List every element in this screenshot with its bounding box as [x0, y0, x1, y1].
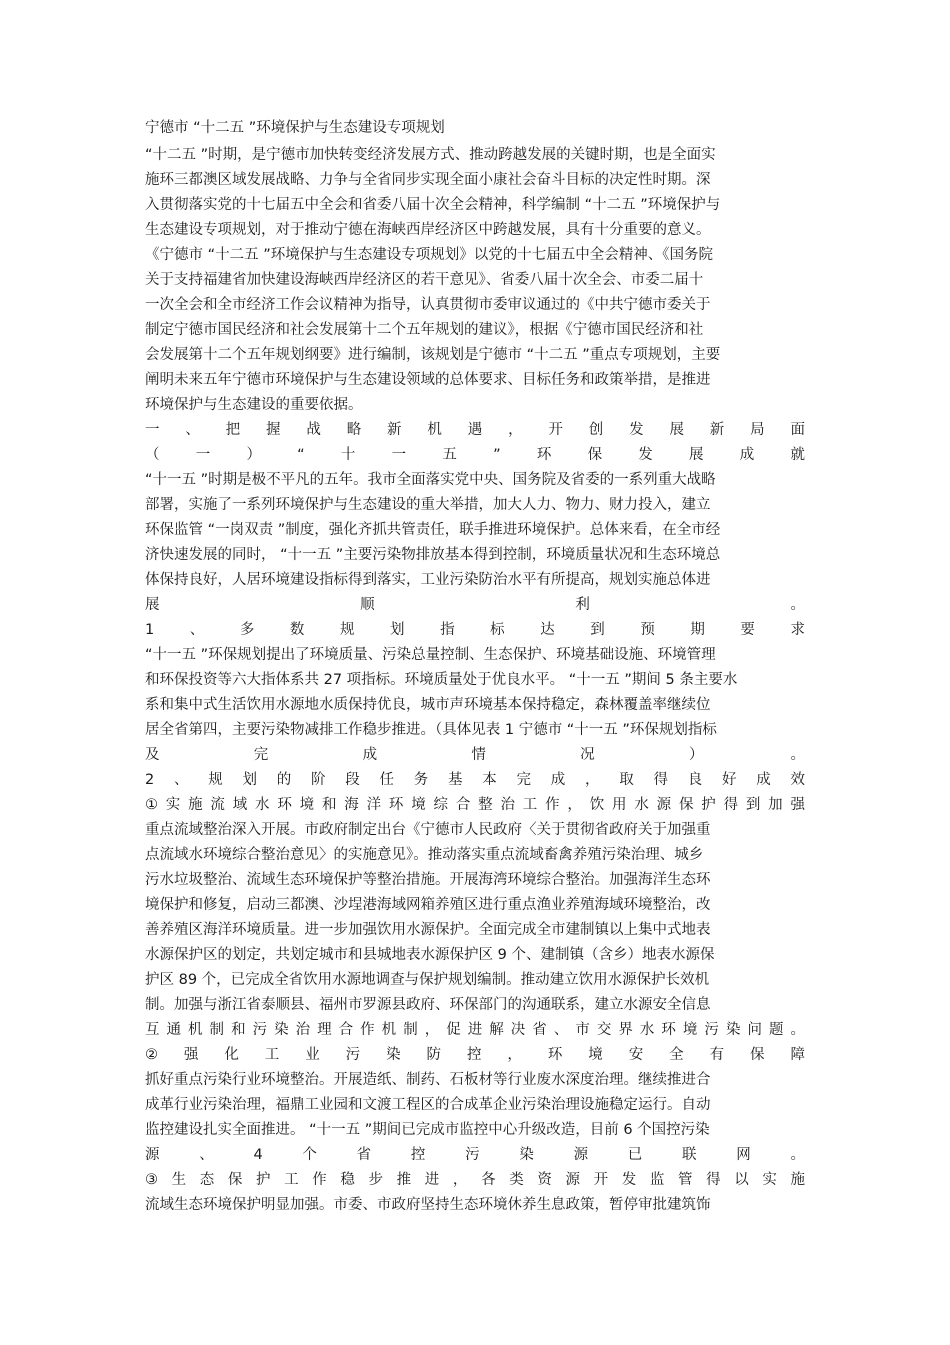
text-line: “十二五 ”时期，是宁德市加快转变经济发展方式、推动跨越发展的关键时期，也是全面实 [145, 147, 716, 163]
text-line: 展顺利。 [145, 597, 805, 613]
text-line: 源、4个省控污染源已联网。 [145, 1147, 805, 1163]
text-line: 会发展第十二个五年规划纲要》进行编制，该规划是宁德市 “十二五 ”重点专项规划，主要 [145, 347, 721, 363]
text-line: 护区 89 个，已完成全省饮用水源地调查与保护规划编制。推动建立饮用水源保护长效机 [145, 972, 710, 988]
section-heading: 一、把握战略新机遇，开创发展新局面 [145, 422, 805, 438]
text-line: 重点流域整治深入开展。市政府制定出台《宁德市人民政府〈关于贯彻省政府关于加强重 [145, 822, 711, 838]
text-line: 施环三都澳区域发展战略、力争与全省同步实现全面小康社会奋斗目标的决定性时期。深 [145, 172, 711, 188]
text-line: 和环保投资等六大指体系共 27 项指标。环境质量处于优良水平。 “十一五 ”期间 5 条主要水 [145, 672, 738, 688]
item-heading: ②强化工业污染防控，环境安全有保障 [145, 1047, 805, 1063]
text-line: 成革行业污染治理，福鼎工业园和文渡工程区的合成革企业污染治理设施稳定运行。自动 [145, 1097, 711, 1113]
text-line: 流域生态环境保护明显加强。市委、市政府坚持生态环境休养生息政策，暂停审批建筑饰 [145, 1197, 711, 1213]
text-line: 善养殖区海洋环境质量。进一步加强饮用水源保护。全面完成全市建制镇以上集中式地表 [145, 922, 711, 938]
text-line: 入贯彻落实党的十七届五中全会和省委八届十次全会精神，科学编制 “十二五 ”环境保护与 [145, 197, 721, 213]
text-line: 制定宁德市国民经济和社会发展第十二个五年规划的建议》，根据《宁德市国民经济和社 [145, 322, 704, 338]
text-line: 境保护和修复，启动三都澳、沙埕港海域网箱养殖区进行重点渔业养殖海域环境整治，改 [145, 897, 711, 913]
text-line: 制。加强与浙江省泰顺县、福州市罗源县政府、环保部门的沟通联系，建立水源安全信息 [145, 997, 711, 1013]
item-heading: 2、规划的阶段任务基本完成，取得良好成效 [145, 772, 805, 788]
text-line: 环保监管 “一岗双责 ”制度，强化齐抓共管责任，联手推进环境保护。总体来看，在全市经 [145, 522, 721, 538]
text-line: 部署，实施了一系列环境保护与生态建设的重大举措，加大人力、物力、财力投入，建立 [145, 497, 711, 513]
text-line: 《宁德市 “十二五 ”环境保护与生态建设专项规划》以党的十七届五中全会精神、《国务院 [145, 247, 713, 263]
text-line: 点流域水环境综合整治意见〉的实施意见》。推动落实重点流域畜禽养殖污染治理、城乡 [145, 847, 704, 863]
subsection-heading: （一）“十一五”环保发展成就 [145, 447, 805, 463]
text-line: 监控建设扎实全面推进。 “十一五 ”期间已完成市监控中心升级改造，目前 6 个国控污染 [145, 1122, 710, 1138]
text-line: 污水垃圾整治、流域生态环境保护等整治措施。开展海湾环境综合整治。加强海洋生态环 [145, 872, 711, 888]
text-line: 系和集中式生活饮用水源地水质保持优良，城市声环境基本保持稳定，森林覆盖率继续位 [145, 697, 711, 713]
text-line: 水源保护区的划定，共划定城市和县城地表水源保护区 9 个、建制镇（含乡）地表水源保 [145, 947, 715, 963]
item-heading: ①实施流域水环境和海洋环境综合整治工作，饮用水源保护得到加强 [145, 797, 805, 813]
text-line: 及完成情况）。 [145, 747, 805, 763]
text-line: 互通机制和污染治理合作机制，促进解决省、市交界水环境污染问题。 [145, 1022, 805, 1038]
text-line: 体保持良好，人居环境建设指标得到落实，工业污染防治水平有所提高，规划实施总体进 [145, 572, 711, 588]
item-heading: 1、多数规划指标达到预期要求 [145, 622, 805, 638]
text-line: 抓好重点污染行业环境整治。开展造纸、制药、石板材等行业废水深度治理。继续推进合 [145, 1072, 711, 1088]
text-line: 一次全会和全市经济工作会议精神为指导，认真贯彻市委审议通过的《中共宁德市委关于 [145, 297, 711, 313]
text-line: 居全省第四，主要污染物减排工作稳步推进。（具体见表 1 宁德市 “十一五 ”环保规划指标 [145, 722, 717, 738]
text-line: 生态建设专项规划，对于推动宁德在海峡西岸经济区中跨越发展，具有十分重要的意义。 [145, 222, 711, 238]
text-line: 济快速发展的同时， “十一五 ”主要污染物排放基本得到控制，环境质量状况和生态环境总 [145, 547, 721, 563]
text-line: “十一五 ”环保规划提出了环境质量、污染总量控制、生态保护、环境基础设施、环境管理 [145, 647, 716, 663]
text-line: 阐明未来五年宁德市环境保护与生态建设领域的总体要求、目标任务和政策举措，是推进 [145, 372, 711, 388]
document-title: 宁德市 “十二五 ”环境保护与生态建设专项规划 [145, 120, 445, 136]
text-line: 环境保护与生态建设的重要依据。 [145, 397, 363, 413]
text-line: “十一五 ”时期是极不平凡的五年。我市全面落实党中央、国务院及省委的一系列重大战略 [145, 472, 716, 488]
text-line: 关于支持福建省加快建设海峡西岸经济区的若干意见》、省委八届十次全会、市委二届十 [145, 272, 704, 288]
item-heading: ③生态保护工作稳步推进，各类资源开发监管得以实施 [145, 1172, 805, 1188]
